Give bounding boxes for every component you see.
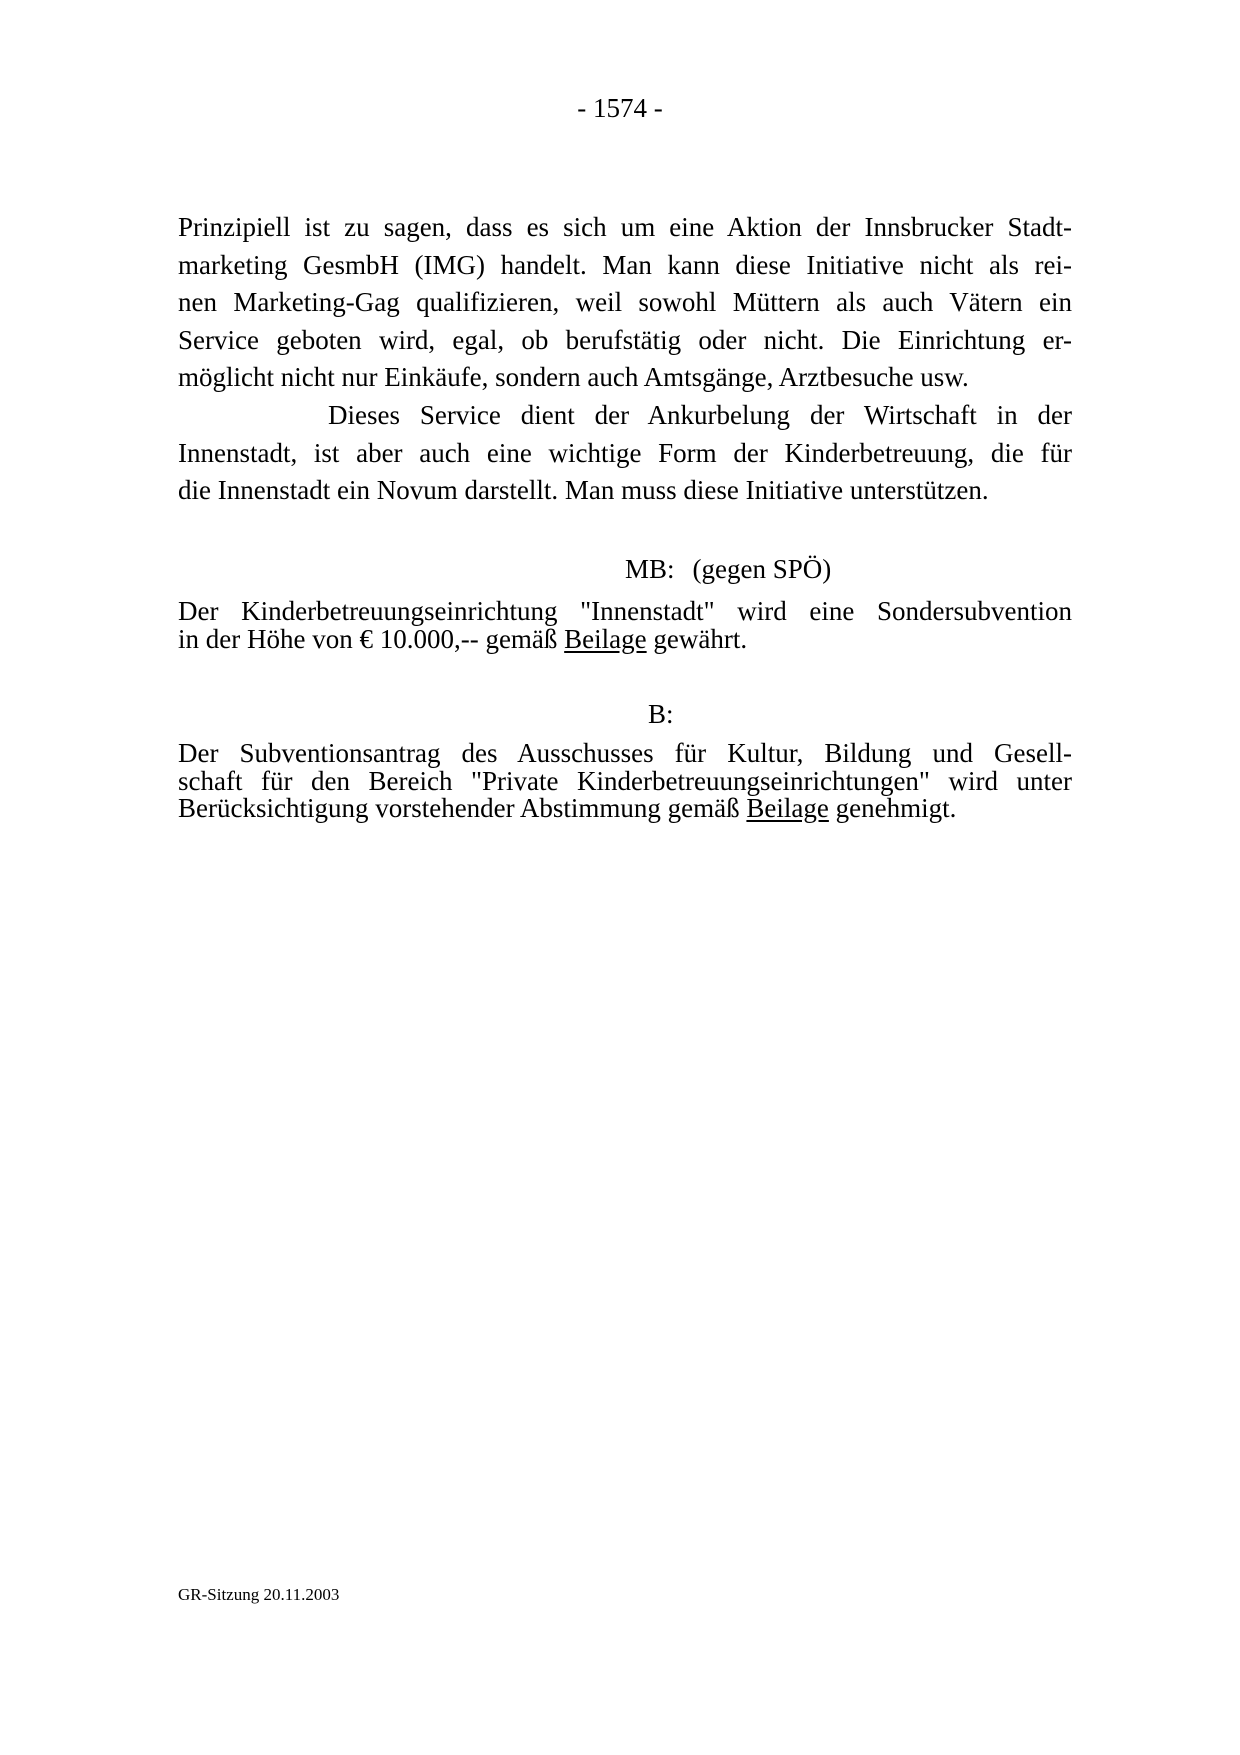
paragraph-service — [178, 397, 1072, 510]
text-line: Prinzipiell ist zu sagen, dass es sich um eine Aktion der Innsbrucker Stadt- — [178, 212, 1072, 242]
resolution-subventionsantrag — [178, 740, 1072, 823]
text-line: marketing GesmbH (IMG) handelt. Man kann diese Initiative nicht als rei- — [178, 249, 1072, 280]
text-line: Innenstadt, ist aber auch eine wichtige Form der Kinderbetreuung, die für — [178, 437, 1072, 468]
footer-session-date: GR-Sitzung 20.11.2003 — [178, 1585, 340, 1604]
vote-note: (gegen SPÖ) — [692, 554, 832, 584]
page-number: - 1574 - — [577, 93, 663, 123]
text-line: Service geboten wird, egal, ob berufstätig oder nicht. Die Einrichtung er- — [178, 324, 1072, 355]
text-line: die Innenstadt ein Novum darstellt. Man muss diese Initiative unterstützen. — [178, 475, 989, 506]
text-segment: in der Höhe von € 10.000,-- gemäß — [178, 623, 565, 654]
beilage-link[interactable]: Beilage — [746, 793, 829, 823]
text-line: Der Kinderbetreuungseinrichtung "Innenstadt" wird eine Sondersubvention — [178, 596, 1072, 626]
text-line — [178, 795, 1072, 823]
paragraph-intro — [178, 209, 1072, 397]
text-line: möglicht nicht nur Einkäufe, sondern auch Amtsgänge, Arztbesuche usw. — [178, 362, 969, 393]
resolution-sondersubvention — [178, 598, 1072, 653]
text-line — [178, 623, 1072, 654]
text-segment: genehmigt. — [828, 793, 957, 823]
text-segment: gewährt. — [646, 623, 748, 654]
beilage-link[interactable]: Beilage — [564, 623, 647, 654]
vote-result-mb — [625, 553, 831, 585]
text-segment: Berücksichtigung vorstehender Abstimmung gemäß — [178, 793, 747, 823]
vote-result-b: B: — [648, 699, 674, 729]
text-line: schaft für den Bereich "Private Kinderbetreuungseinrichtungen" wird unter — [178, 765, 1072, 796]
text-line: Dieses Service dient der Ankurbelung der Wirtschaft in der — [328, 400, 1072, 430]
vote-label: MB: — [625, 554, 675, 584]
text-line: nen Marketing-Gag qualifizieren, weil sowohl Müttern als auch Vätern ein — [178, 287, 1072, 318]
text-line: Der Subventionsantrag des Ausschusses für Kultur, Bildung und Gesell- — [178, 738, 1072, 768]
